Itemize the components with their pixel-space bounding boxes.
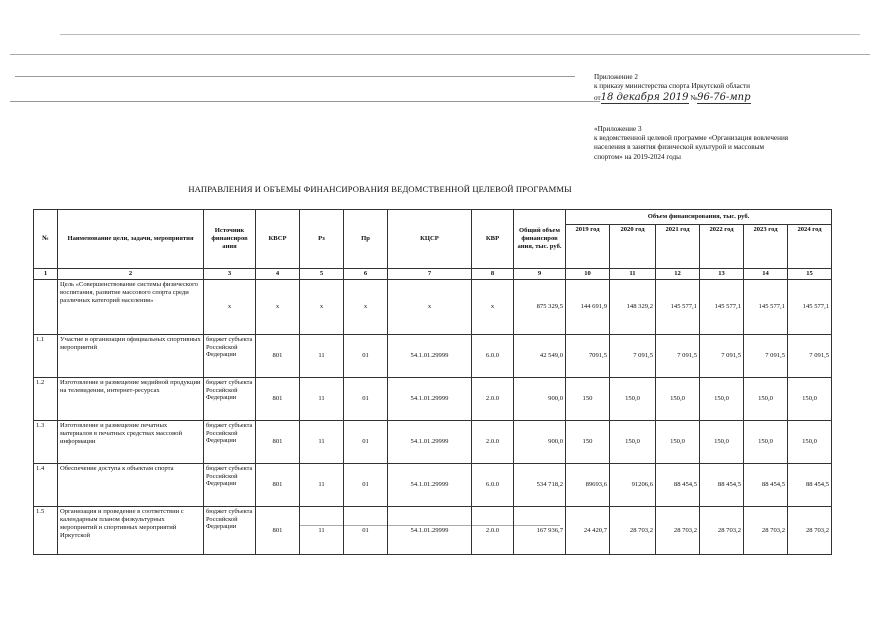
total: 534 718,2	[514, 464, 566, 507]
row-name: Обеспечение доступа к объектам спорта	[58, 464, 204, 507]
kvr: 2.0.0	[472, 421, 514, 464]
value-2020: 7 091,5	[610, 335, 656, 378]
row-no: 1.4	[34, 464, 58, 507]
rz: 11	[300, 464, 344, 507]
kvr: 6.0.0	[472, 335, 514, 378]
header-2024: 2024 год	[788, 225, 832, 269]
rz: 11	[300, 507, 344, 555]
value-2019: 24 420,7	[566, 507, 610, 555]
row-name: Изготовление и размещение печатных материалов в печатных средствах массовой информации	[58, 421, 204, 464]
scan-line	[10, 54, 870, 55]
col-number: 6	[344, 269, 388, 280]
kvr: 6.0.0	[472, 464, 514, 507]
pr: 01	[344, 335, 388, 378]
total: 900,0	[514, 378, 566, 421]
value-2023: 150,0	[744, 421, 788, 464]
financing-table	[33, 209, 832, 555]
total: 42 549,0	[514, 335, 566, 378]
row-name: Организация и проведение в соответствии с календарным планом физкультурных мероприятий и спортивных мероприятий Иркутской	[58, 507, 204, 555]
col-number: 9	[514, 269, 566, 280]
col-number: 10	[566, 269, 610, 280]
value-2023: 7 091,5	[744, 335, 788, 378]
kvsr: 801	[256, 507, 300, 555]
total: 900,0	[514, 421, 566, 464]
kvsr: x	[256, 280, 300, 335]
value-2021: 7 091,5	[656, 335, 700, 378]
kvr: 2.0.0	[472, 507, 514, 555]
header-2022: 2022 год	[700, 225, 744, 269]
annex3-line-3: населения в занятия физической культурой и массовым	[594, 143, 765, 152]
scan-line	[60, 34, 860, 35]
kvr: x	[472, 280, 514, 335]
row-source: бюджет субъекта Российской Федерации	[204, 378, 256, 421]
goal-name: Цель «Совершенствование системы физического воспитания, развитие массового спорта среди различных категорий населения»	[58, 280, 204, 335]
row-source: бюджет субъекта Российской Федерации	[204, 335, 256, 378]
annex3-line-1: «Приложение 3	[594, 124, 642, 133]
value-2024: 150,0	[788, 378, 832, 421]
value-2021: 150,0	[656, 421, 700, 464]
annex3-line-4: спортом» на 2019-2024 годы	[594, 152, 681, 161]
value-2024: 145 577,1	[788, 280, 832, 335]
header-name: Наименование цели, задачи, мероприятия	[58, 210, 204, 269]
row-name: Изготовление и размещение медийной продукции на телевидении, интернет-ресурсах	[58, 378, 204, 421]
kvsr: 801	[256, 378, 300, 421]
handwritten-number: 96-76-мпр	[697, 91, 751, 103]
annex-line-1: Приложение 2	[594, 73, 638, 81]
header-source: Источник финансиров ания	[204, 210, 256, 269]
col-number: 2	[58, 269, 204, 280]
table-row	[34, 378, 832, 421]
value-2022: 28 703,2	[700, 507, 744, 555]
col-number: 13	[700, 269, 744, 280]
header-kvsr: КВСР	[256, 210, 300, 269]
source: x	[204, 280, 256, 335]
value-2019: 150	[566, 421, 610, 464]
row-name: Участие в организации официальных спортивных мероприятий	[58, 335, 204, 378]
col-number: 5	[300, 269, 344, 280]
value-2021: 145 577,1	[656, 280, 700, 335]
kvsr: 801	[256, 464, 300, 507]
header-2023: 2023 год	[744, 225, 788, 269]
pr: 01	[344, 421, 388, 464]
kvsr: 801	[256, 335, 300, 378]
kcsr: 54.1.01.29999	[388, 335, 472, 378]
pr: 01	[344, 378, 388, 421]
row-source: бюджет субъекта Российской Федерации	[204, 507, 256, 555]
row-no: 1.5	[34, 507, 58, 555]
row-no	[34, 280, 58, 335]
value-2022: 88 454,5	[700, 464, 744, 507]
value-2020: 150,0	[610, 421, 656, 464]
kcsr: x	[388, 280, 472, 335]
table-row	[34, 507, 832, 555]
value-2023: 145 577,1	[744, 280, 788, 335]
header-no: №	[34, 210, 58, 269]
handwritten-date: 18 декабря 2019	[600, 91, 689, 103]
col-number: 1	[34, 269, 58, 280]
rz: x	[300, 280, 344, 335]
table-row	[34, 464, 832, 507]
scan-line	[15, 76, 575, 77]
col-number: 8	[472, 269, 514, 280]
column-number-row	[34, 269, 832, 280]
value-2023: 28 703,2	[744, 507, 788, 555]
value-2019: 7091,5	[566, 335, 610, 378]
document-title: НАПРАВЛЕНИЯ И ОБЪЕМЫ ФИНАНСИРОВАНИЯ ВЕДОМСТВЕННОЙ ЦЕЛЕВОЙ ПРОГРАММЫ	[188, 184, 572, 194]
number-sign: №	[690, 93, 698, 102]
pr: 01	[344, 507, 388, 555]
value-2022: 150,0	[700, 378, 744, 421]
header-2019: 2019 год	[566, 225, 610, 269]
date-prefix: от	[594, 93, 601, 102]
value-2024: 28 703,2	[788, 507, 832, 555]
kcsr: 54.1.01.29999	[388, 507, 472, 555]
row-source: бюджет субъекта Российской Федерации	[204, 464, 256, 507]
goal-row	[34, 280, 832, 335]
table-row	[34, 421, 832, 464]
value-2020: 150,0	[610, 378, 656, 421]
value-2019: 150	[566, 378, 610, 421]
col-number: 11	[610, 269, 656, 280]
rz: 11	[300, 335, 344, 378]
col-number: 14	[744, 269, 788, 280]
value-2023: 150,0	[744, 378, 788, 421]
col-number: 12	[656, 269, 700, 280]
annex-line-2: к приказу министерства спорта Иркутской области	[594, 82, 750, 91]
value-2020: 28 703,2	[610, 507, 656, 555]
total: 875 329,5	[514, 280, 566, 335]
header-kvr: КВР	[472, 210, 514, 269]
header-funding-group: Объем финансирования, тыс. руб.	[566, 210, 832, 225]
annex-line-3	[594, 93, 864, 103]
kcsr: 54.1.01.29999	[388, 464, 472, 507]
value-2022: 7 091,5	[700, 335, 744, 378]
annex3-line-2: к ведомственной целевой программе «Организация вовлечения	[594, 134, 789, 143]
rz: 11	[300, 421, 344, 464]
table-row	[34, 335, 832, 378]
value-2019: 89693,6	[566, 464, 610, 507]
scan-line	[10, 101, 600, 102]
header-total: Общий объем финансиров ания, тыс. руб.	[514, 210, 566, 269]
kcsr: 54.1.01.29999	[388, 378, 472, 421]
value-2024: 150,0	[788, 421, 832, 464]
value-2024: 88 454,5	[788, 464, 832, 507]
value-2020: 148 329,2	[610, 280, 656, 335]
pr: x	[344, 280, 388, 335]
header-2021: 2021 год	[656, 225, 700, 269]
value-2022: 145 577,1	[700, 280, 744, 335]
header-rz: Рз	[300, 210, 344, 269]
header-kcsr: КЦСР	[388, 210, 472, 269]
kvsr: 801	[256, 421, 300, 464]
value-2021: 88 454,5	[656, 464, 700, 507]
col-number: 7	[388, 269, 472, 280]
value-2020: 91206,6	[610, 464, 656, 507]
pr: 01	[344, 464, 388, 507]
value-2024: 7 091,5	[788, 335, 832, 378]
header-pr: Пр	[344, 210, 388, 269]
value-2023: 88 454,5	[744, 464, 788, 507]
value-2022: 150,0	[700, 421, 744, 464]
kvr: 2.0.0	[472, 378, 514, 421]
kcsr: 54.1.01.29999	[388, 421, 472, 464]
value-2021: 28 703,2	[656, 507, 700, 555]
col-number: 15	[788, 269, 832, 280]
row-no: 1.2	[34, 378, 58, 421]
row-source: бюджет субъекта Российской Федерации	[204, 421, 256, 464]
value-2021: 150,0	[656, 378, 700, 421]
rz: 11	[300, 378, 344, 421]
total: 167 936,7	[514, 507, 566, 555]
annex-header	[594, 73, 864, 162]
col-number: 3	[204, 269, 256, 280]
row-no: 1.1	[34, 335, 58, 378]
header-2020: 2020 год	[610, 225, 656, 269]
col-number: 4	[256, 269, 300, 280]
value-2019: 144 691,9	[566, 280, 610, 335]
row-no: 1.3	[34, 421, 58, 464]
